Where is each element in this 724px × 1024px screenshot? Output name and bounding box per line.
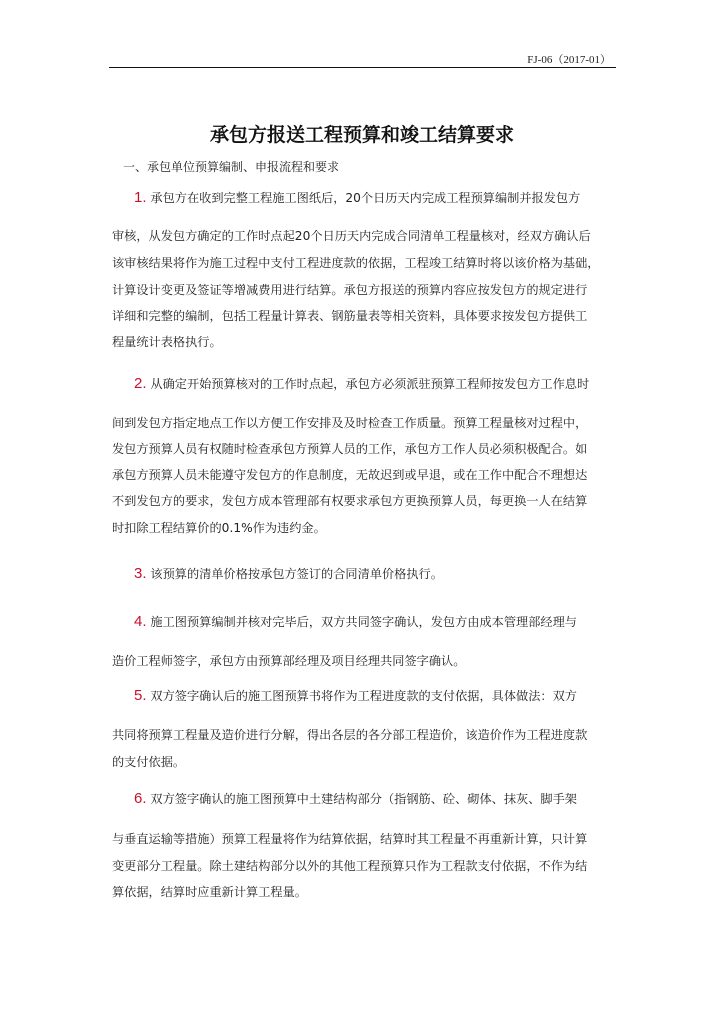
item-text: 详细和完整的编制，包括工程量计算表、钢筋量表等相关资料，具体要求按发包方提供工 (112, 309, 588, 323)
item-number: 6. (134, 790, 147, 807)
item-number: 5. (134, 687, 147, 704)
item-text: 不到发包方的要求，发包方成本管理部有权要求承包方更换预算人员，每更换一人在结算 (112, 494, 588, 508)
header-rule (109, 67, 616, 68)
item-text: 算依据，结算时应重新计算工程量。 (112, 885, 307, 899)
item-text: 该预算的清单价格按承包方签订的合同清单价格执行。 (150, 567, 443, 581)
item-text: 时扣除工程结算价的0.1%作为违约金。 (112, 521, 326, 535)
item-first-line (134, 190, 580, 206)
item-text: 共同将预算工程量及造价进行分解，得出各层的各分部工程造价，该造价作为工程进度款 (112, 728, 588, 742)
item-number: 4. (134, 613, 147, 630)
document-number: FJ-06（2017-01） (527, 54, 611, 66)
item-text: 审核，从发包方确定的工作时点起20个日历天内完成合同清单工程量核对，经双方确认后 (112, 229, 591, 243)
item-text: 该审核结果将作为施工过程中支付工程进度款的依据，工程竣工结算时将以该价格为基础， (112, 256, 600, 270)
item-text: 计算设计变更及签证等增减费用进行结算。承包方报送的预算内容应按发包方的规定进行 (112, 283, 588, 297)
item-text: 双方签字确认后的施工图预算书将作为工程进度款的支付依据，具体做法：双方 (150, 689, 577, 703)
item-number: 2. (134, 375, 147, 392)
item-text: 程量统计表格执行。 (112, 335, 222, 349)
item-first-line (134, 791, 577, 807)
item-first-line (134, 688, 577, 704)
document-title: 承包方报送工程预算和竣工结算要求 (209, 124, 514, 146)
item-text: 承包方预算人员未能遵守发包方的作息制度，无故迟到或早退，或在工作中配合不理想达 (112, 468, 588, 482)
item-text: 变更部分工程量。除土建结构部分以外的其他工程预算只作为工程款支付依据，不作为结 (112, 859, 588, 873)
item-text: 的支付依据。 (112, 755, 186, 769)
item-text: 与垂直运输等措施）预算工程量将作为结算依据，结算时其工程量不再重新计算，只计算 (112, 832, 588, 846)
item-first-line (134, 614, 577, 630)
item-number: 3. (134, 565, 147, 582)
item-text: 承包方在收到完整工程施工图纸后，20个日历天内完成工程预算编制并报发包方 (150, 191, 581, 205)
item-text: 从确定开始预算核对的工作时点起，承包方必须派驻预算工程师按发包方工作息时 (150, 377, 590, 391)
item-text: 发包方预算人员有权随时检查承包方预算人员的工作，承包方工作人员必须积极配合。如 (112, 442, 588, 456)
item-text: 双方签字确认的施工图预算中土建结构部分（指钢筋、砼、砌体、抹灰、脚手架 (150, 792, 577, 806)
item-first-line (134, 376, 589, 392)
item-text: 施工图预算编制并核对完毕后，双方共同签字确认，发包方由成本管理部经理与 (150, 615, 577, 629)
item-first-line (134, 566, 443, 582)
item-text: 造价工程师签字，承包方由预算部经理及项目经理共同签字确认。 (112, 654, 466, 668)
item-number: 1. (134, 189, 147, 206)
item-text: 间到发包方指定地点工作以方便工作安排及及时检查工作质量。预算工程量核对过程中， (112, 416, 588, 430)
section-heading: 一、承包单位预算编制、申报流程和要求 (123, 160, 340, 174)
